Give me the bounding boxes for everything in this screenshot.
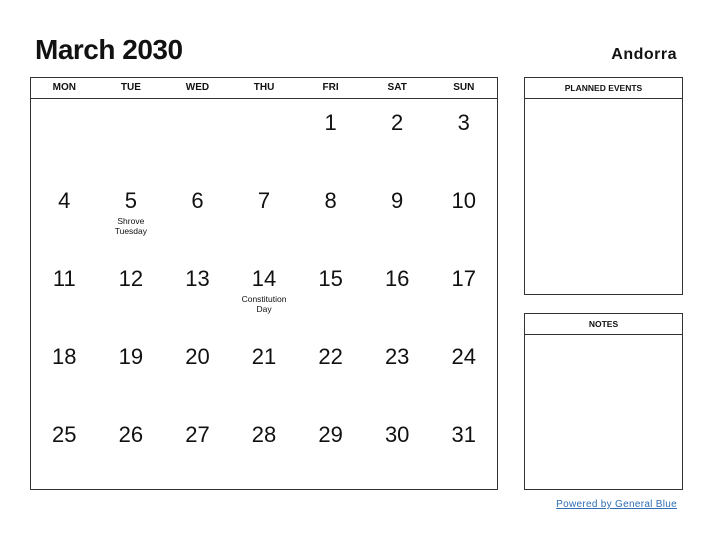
- day-cell[interactable]: [31, 333, 98, 411]
- day-number: [164, 99, 231, 112]
- powered-by-link[interactable]: Powered by General Blue: [556, 499, 677, 510]
- weekday-wed: WED: [185, 82, 210, 93]
- day-number: 5: [124, 188, 137, 213]
- day-cell[interactable]: [31, 177, 98, 255]
- day-number: 24: [451, 344, 476, 369]
- day-cell[interactable]: [98, 255, 165, 333]
- day-number: 3: [457, 110, 470, 135]
- day-cell[interactable]: [297, 177, 364, 255]
- calendar-week-row: [31, 177, 497, 255]
- day-number: 10: [451, 188, 476, 213]
- day-number: 21: [251, 344, 277, 369]
- day-number: 29: [318, 422, 343, 447]
- day-number: 20: [185, 344, 210, 369]
- day-number: 22: [318, 344, 343, 369]
- calendar-weeks: [31, 99, 497, 489]
- weekday-thu: THU: [253, 82, 275, 93]
- day-number: [98, 99, 165, 112]
- weekday-sun: SUN: [453, 82, 475, 93]
- day-cell[interactable]: [297, 333, 364, 411]
- day-cell[interactable]: [98, 177, 165, 255]
- calendar-week-row: [31, 411, 497, 489]
- day-number: 7: [257, 188, 271, 213]
- day-cell[interactable]: [430, 255, 497, 333]
- day-cell[interactable]: [364, 177, 431, 255]
- day-number: 11: [52, 266, 76, 291]
- weekday-header: [31, 78, 497, 99]
- day-cell[interactable]: [364, 411, 431, 489]
- day-cell[interactable]: [98, 411, 165, 489]
- day-number: 6: [191, 188, 204, 213]
- calendar-week-row: [31, 99, 497, 177]
- day-cell[interactable]: [231, 411, 298, 489]
- holiday-label: Shrove Tuesday: [114, 216, 148, 236]
- day-number: 19: [118, 344, 144, 369]
- day-number: 30: [384, 422, 410, 447]
- day-cell: [98, 99, 165, 177]
- day-cell[interactable]: [430, 411, 497, 489]
- weekday-tue: TUE: [120, 82, 141, 93]
- calendar-week-row: [31, 255, 497, 333]
- day-cell[interactable]: [164, 411, 231, 489]
- notes-box: [524, 313, 683, 490]
- day-number: 2: [391, 110, 404, 135]
- day-number: 12: [118, 266, 144, 291]
- day-number: 31: [451, 422, 476, 447]
- planned-events-title: PLANNED EVENTS: [525, 78, 682, 99]
- day-number: 13: [185, 266, 210, 291]
- day-number: 27: [185, 422, 210, 447]
- day-cell[interactable]: [31, 411, 98, 489]
- day-number: 9: [391, 188, 404, 213]
- day-cell: [31, 99, 98, 177]
- day-cell[interactable]: [98, 333, 165, 411]
- weekday-sat: SAT: [387, 82, 407, 93]
- month-calendar: [30, 77, 498, 490]
- calendar-week-row: [31, 333, 497, 411]
- weekday-mon: MON: [52, 82, 76, 93]
- day-cell[interactable]: [164, 255, 231, 333]
- day-number: 28: [251, 422, 277, 447]
- notes-title: NOTES: [525, 314, 682, 335]
- day-cell[interactable]: [231, 255, 298, 333]
- day-cell[interactable]: [364, 99, 431, 177]
- day-number: 26: [118, 422, 144, 447]
- day-number: 17: [451, 266, 476, 291]
- day-number: [31, 99, 98, 112]
- day-cell[interactable]: [164, 177, 231, 255]
- day-cell[interactable]: [430, 99, 497, 177]
- day-cell[interactable]: [231, 177, 298, 255]
- day-cell[interactable]: [364, 333, 431, 411]
- day-cell[interactable]: [231, 333, 298, 411]
- day-cell[interactable]: [297, 411, 364, 489]
- day-number: 8: [324, 188, 337, 213]
- day-number: 14: [251, 266, 277, 291]
- day-cell[interactable]: [430, 177, 497, 255]
- day-number: [231, 99, 298, 112]
- day-number: 1: [324, 110, 337, 135]
- day-cell[interactable]: [430, 333, 497, 411]
- day-number: 4: [58, 188, 71, 213]
- day-number: 18: [52, 344, 77, 369]
- day-cell[interactable]: [164, 333, 231, 411]
- day-number: 16: [384, 266, 410, 291]
- day-cell[interactable]: [297, 255, 364, 333]
- day-cell[interactable]: [297, 99, 364, 177]
- day-cell: [231, 99, 298, 177]
- page-title: March 2030: [35, 34, 183, 65]
- day-number: 23: [384, 344, 410, 369]
- holiday-label: Constitution Day: [241, 294, 287, 314]
- day-cell[interactable]: [364, 255, 431, 333]
- day-number: 25: [52, 422, 77, 447]
- day-cell[interactable]: [31, 255, 98, 333]
- country-label: Andorra: [611, 46, 677, 63]
- weekday-fri: FRI: [322, 82, 339, 93]
- day-number: 15: [318, 266, 343, 291]
- planned-events-box: [524, 77, 683, 295]
- day-cell: [164, 99, 231, 177]
